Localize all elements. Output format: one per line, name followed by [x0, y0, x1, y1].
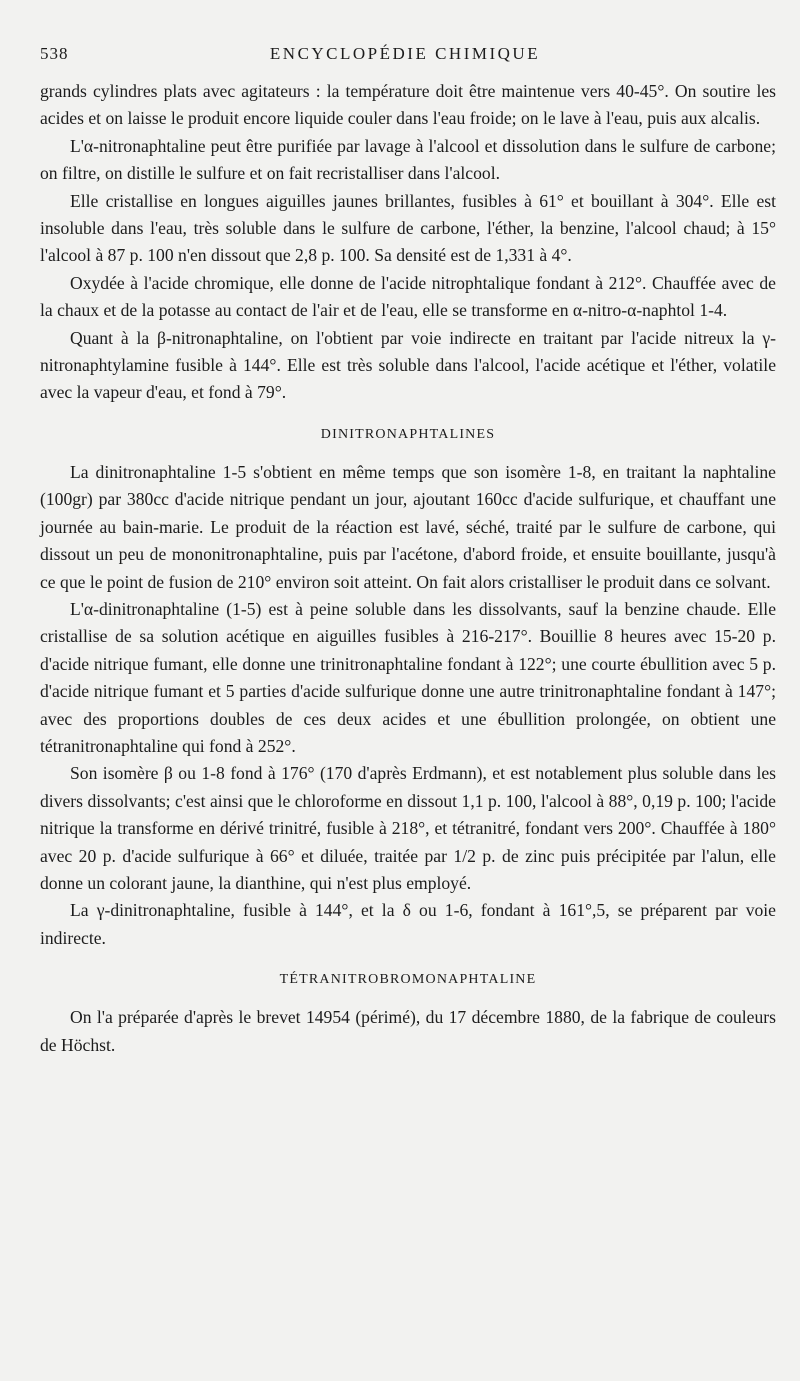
running-title: ENCYCLOPÉDIE CHIMIQUE — [269, 44, 541, 63]
paragraph-tetranitro: On l'a préparée d'après le brevet 14954 (périmé), du 17 décembre 1880, de la fabrique de couleurs de Höchst. — [40, 1007, 776, 1055]
paragraph-dinitro-preparation: La dinitronaphtaline 1-5 s'obtient en même temps que son isomère 1-8, en traitant la naphtaline (100gr) par 380cc d'acide nitrique pendant un jour, ajoutant 160cc d'acide sulfurique, et chauffant une journée au bain-marie. Le produit de la réaction est lavé, séché, traité par le sulfure de carbone, qui dissout un peu de mononitronaphtaline, puis par l'acétone, d'abord froide, et ensuite bouillante, jusqu'à ce que le point de fusion de 210° environ soit atteint. On fait alors cristalliser le produit dans ce solvant. — [40, 461, 776, 592]
page-body — [40, 78, 776, 1059]
paragraph-purification: L'α-nitronaphtaline peut être purifiée par lavage à l'alcool et dissolution dans le sulfure de carbone; on filtre, on distille le sulfure et on fait recristalliser dans l'alcool. — [40, 135, 776, 184]
page-number: 538 — [40, 44, 69, 63]
paragraph-gamma-delta: La γ-dinitronaphtaline, fusible à 144°, et la δ ou 1-6, fondant à 161°,5, se préparent par voie indirecte. — [40, 900, 776, 948]
section-heading-dinitronaphtalines: DINITRONAPHTALINES — [320, 426, 496, 442]
paragraph-oxidation: Oxydée à l'acide chromique, elle donne de l'acide nitrophtalique fondant à 212°. Chauffée avec de la chaux et de la potasse au contact de l'air et de l'eau, elle se transforme en α-nitro-α-naphtol 1-4. — [40, 272, 776, 321]
paragraph-beta-nitronaphtaline: Quant à la β-nitronaphtaline, on l'obtient par voie indirecte en traitant par l'acide nitreux la γ-nitronaphtylamine fusible à 144°. Elle est très soluble dans l'alcool, l'acide acétique et l'éther, volatile avec la vapeur d'eau, et fond à 79°. — [40, 327, 776, 403]
section-heading-tetranitrobromonaphtaline: TÉTRANITROBROMONAPHTALINE — [279, 972, 537, 988]
paragraph-beta-isomer: Son isomère β ou 1-8 fond à 176° (170 d'après Erdmann), et est notablement plus soluble dans les divers dissolvants; c'est ainsi que le chloroforme en dissout 1,1 p. 100, l'alcool à 88°, 0,19 p. 100; l'acide nitrique la transforme en dérivé trinitré, fusible à 218°, et tétranitré, fondant vers 200°. Chauffée à 180° avec 20 p. d'acide sulfurique à 66° et diluée, traitée par 1/2 p. de zinc puis précipitée par l'alun, elle donne un colorant jaune, la dianthine, qui n'est plus employé. — [40, 763, 776, 893]
paragraph-continuation: grands cylindres plats avec agitateurs : la température doit être maintenue vers 40-45°. On soutire les acides et on laisse le produit encore liquide couler dans l'eau froide; on le lave à l'eau, puis aux alcalis. — [40, 81, 776, 129]
paragraph-alpha-dinitro: L'α-dinitronaphtaline (1-5) est à peine soluble dans les dissolvants, sauf la benzine chaude. Elle cristallise de sa solution acétique en aiguilles fusibles à 216-217°. Bouillie 8 heures avec 15-20 p. d'acide nitrique fumant, elle donne une trinitronaphtaline fondant à 122°; une courte ébullition avec 5 p. d'acide nitrique fumant et 5 parties d'acide sulfurique donne une autre trinitronaphtaline fondant à 147°; avec des proportions doubles de ces deux acides et une ébullition prolongée, on obtient une tétranitronaphtaline qui fond à 252°. — [40, 598, 776, 756]
paragraph-properties: Elle cristallise en longues aiguilles jaunes brillantes, fusibles à 61° et bouillant à 304°. Elle est insoluble dans l'eau, très soluble dans le sulfure de carbone, l'éther, la benzine, l'alcool chaud; à 15° l'alcool à 87 p. 100 n'en dissout que 2,8 p. 100. Sa densité est de 1,331 à 4°. — [40, 190, 776, 266]
page-header — [40, 44, 770, 74]
